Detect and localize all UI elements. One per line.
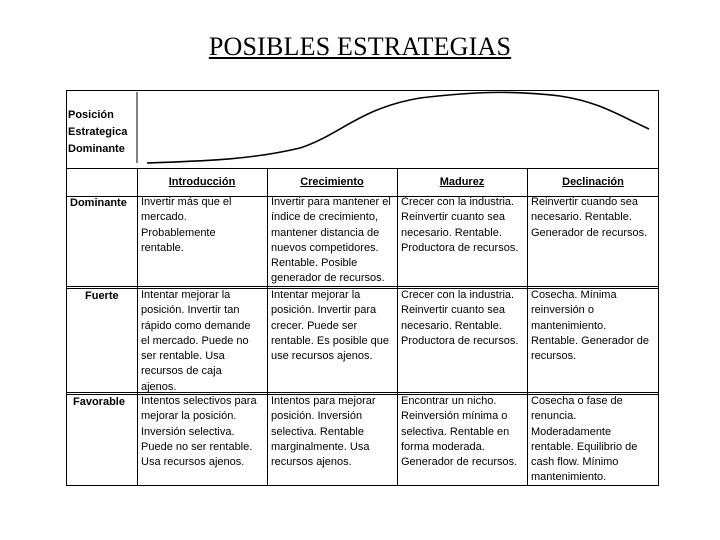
cell-line: Generador de recursos. [401,456,518,469]
cell-line: rentable. [141,241,184,254]
cell-line: reinversión o [531,304,594,317]
cell-favorable-madurez [401,394,517,470]
cell-line: Intentar mejorar la [141,289,231,301]
column-header-declinacion: Declinación [562,176,624,188]
cell-dominante-crecimiento [271,195,391,287]
divider-col-1 [267,168,268,486]
cell-line: rentable. Es posible que [271,334,390,347]
cell-line: forma moderada. [401,440,485,453]
cell-line: mantenimiento. [531,319,607,332]
column-header-madurez: Madurez [439,176,485,188]
cell-line: Encontrar un nicho. [401,395,497,407]
column-header-crecimiento: Crecimiento [300,176,364,188]
cell-line: ser rentable. Usa [141,350,225,363]
cell-line: Invertir para mantener el [271,196,391,208]
cell-line: Cosecha o fase de [531,395,623,407]
cell-line: recursos. [531,350,577,363]
cell-line: necesario. Rentable. [401,226,502,239]
cell-line: Productora de recursos. [401,334,519,347]
cell-line: nuevos competidores. [271,241,379,254]
cell-line: Intentos selectivos para [141,395,257,407]
axis-label-line: Dominante [68,143,125,155]
cell-line: rentable. Equilibrio de [531,440,638,453]
cell-line: Intentos para mejorar [271,395,376,407]
cell-line: posición. Inversión [271,410,363,423]
cell-line: Crecer con la industria. [401,289,515,301]
cell-line: Inversión selectiva. [141,425,235,438]
cell-line: Moderadamente [531,425,612,438]
cell-fuerte-madurez [401,288,518,349]
cell-dominante-declinacion [531,195,647,241]
row-header-dominante: Dominante [70,197,127,209]
cell-favorable-crecimiento [271,394,376,470]
cell-line: posición. Invertir tan [141,304,240,317]
cell-line: Generador de recursos. [531,226,648,239]
divider-curve-table [66,168,659,169]
cell-line: Probablemente [141,226,216,239]
cell-line: Usa recursos ajenos. [141,456,245,469]
cell-favorable-declinacion [531,394,637,486]
cell-line: renuncia. [531,410,577,423]
cell-line: crecer. Puede ser [271,319,358,332]
cell-line: Reinvertir cuanto sea [401,304,505,317]
row-header-fuerte: Fuerte [85,290,119,302]
cell-line: Rentable. Generador de [531,334,650,347]
cell-line: posición. Invertir para [271,304,377,317]
cell-line: Rentable. Posible [271,257,358,270]
divider-col-0 [137,168,138,486]
row-header-favorable: Favorable [73,396,125,408]
cell-line: mercado. [141,211,187,224]
cell-line: use recursos ajenos. [271,350,373,363]
cell-fuerte-introduccion [141,288,250,395]
life-cycle-line [147,92,649,163]
cell-dominante-madurez [401,195,518,256]
cell-dominante-introduccion [141,195,231,256]
cell-line: Reinvertir cuando sea [531,196,639,208]
cell-line: mantener distancia de [271,226,380,239]
cell-line: recursos ajenos. [271,456,352,469]
cell-line: Productora de recursos. [401,241,519,254]
cell-line: selectiva. Rentable en [401,425,510,438]
cell-line: cash flow. Mínimo [531,456,619,469]
cell-fuerte-crecimiento [271,288,389,364]
column-header-introduccion: Introducción [168,176,236,188]
cell-fuerte-declinacion [531,288,649,364]
cell-line: índice de crecimiento, [271,211,378,224]
axis-label-line: Estrategica [68,126,128,138]
cell-line: Crecer con la industria. [401,196,515,208]
cell-line: selectiva. Rentable [271,425,364,438]
cell-line: necesario. Rentable. [401,319,502,332]
cell-line: Intentar mejorar la [271,289,361,301]
cell-line: mejorar la posición. [141,410,237,423]
cell-line: Reinversión mínima o [401,410,508,423]
cell-line: el mercado. Puede no [141,334,249,347]
cell-line: necesario. Rentable. [531,211,632,224]
cell-line: mantenimiento. [531,471,607,484]
cell-line: recursos de caja [141,365,222,378]
cell-line: generador de recursos. [271,272,385,285]
cell-line: ajenos. [141,380,177,393]
cell-line: marginalmente. Usa [271,440,370,453]
cell-line: Cosecha. Mínima [531,289,617,301]
cell-favorable-introduccion [141,394,257,470]
cell-line: Invertir más que el [141,196,232,208]
divider-col-3 [527,168,528,486]
axis-label-line: Posición [68,109,114,121]
cell-line: Puede no ser rentable. [141,440,253,453]
cell-line: Reinvertir cuanto sea [401,211,505,224]
divider-col-2 [397,168,398,486]
cell-line: rápido como demande [141,319,251,332]
page-title: POSIBLES ESTRATEGIAS [208,32,512,61]
